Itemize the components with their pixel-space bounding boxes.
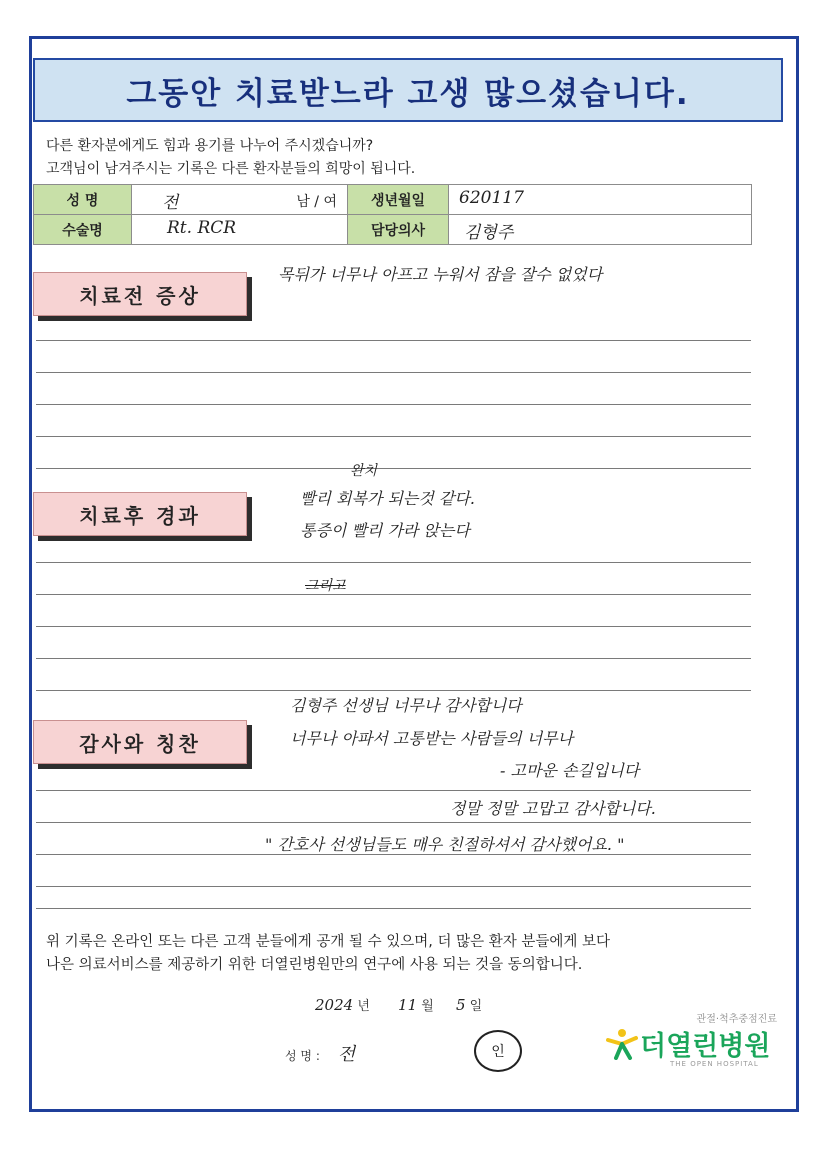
- thanks-text-4: 정말 정말 고맙고 감사합니다.: [450, 799, 656, 818]
- consent-line-2: 나은 의료서비스를 제공하기 위한 더열린병원만의 연구에 사용 되는 것을 동의합니다.: [46, 957, 583, 973]
- logo-name: 더열린병원: [640, 1031, 771, 1062]
- name-field[interactable]: [132, 185, 348, 215]
- date-year-unit: 년: [357, 999, 370, 1014]
- title-banner: [33, 58, 783, 122]
- rule: [36, 340, 751, 341]
- birth-label: 생년월일: [348, 185, 449, 215]
- thanks-text-1: 김형주 선생님 너무나 감사합니다: [290, 696, 522, 715]
- after-insertion: 완치: [350, 463, 378, 479]
- name-value: 전: [162, 193, 179, 213]
- after-text-crossed: 그리고: [305, 578, 346, 594]
- date-row: [315, 995, 482, 1014]
- rule: [36, 822, 751, 823]
- before-text-1: 목뒤가 너무나 아프고 누워서 잠을 잘수 없었다: [278, 265, 603, 284]
- doctor-label: 담당의사: [348, 215, 449, 245]
- birth-value: 620117: [459, 188, 524, 208]
- rule: [36, 372, 751, 373]
- name-label: 성 명: [34, 185, 132, 215]
- section-thanks-label: 감사와 칭찬: [33, 720, 247, 764]
- consent-line-1: 위 기록은 온라인 또는 다른 고객 분들에게 공개 될 수 있으며, 더 많은 환자 분들에게 보다: [46, 934, 610, 950]
- rule: [36, 594, 751, 595]
- thanks-text-5: " 간호사 선생님들도 매우 친절하셔서 감사했어요. ": [265, 835, 625, 854]
- doctor-field[interactable]: [449, 215, 752, 245]
- date-day-unit: 일: [469, 999, 483, 1014]
- rule: [36, 854, 751, 855]
- section-after-label: 치료후 경과: [33, 492, 247, 536]
- surgery-value: Rt. RCR: [167, 218, 237, 238]
- section-before-label: 치료전 증상: [33, 272, 247, 316]
- logo-tagline: 관절·척추중점진료: [696, 1014, 777, 1025]
- rule: [36, 886, 751, 887]
- rule: [36, 404, 751, 405]
- intro-line-2: 고객님이 남겨주시는 기록은 다른 환자분들의 희망이 됩니다.: [46, 161, 416, 177]
- surgery-label: 수술명: [34, 215, 132, 245]
- gender-option: 남 / 여: [296, 194, 337, 210]
- page-title: 그동안 치료받느라 고생 많으셨습니다.: [126, 75, 690, 112]
- signature-label: 성 명 :: [285, 1049, 320, 1063]
- rule: [36, 790, 751, 791]
- after-text-2: 통증이 빨리 가라 앉는다: [300, 521, 470, 540]
- patient-info-table: [33, 184, 752, 245]
- date-day[interactable]: 5: [455, 996, 466, 1014]
- thanks-text-2: 너무나 아파서 고통받는 사람들의 너무나: [290, 729, 574, 748]
- date-month[interactable]: 11: [398, 996, 418, 1014]
- hospital-logo: [600, 1010, 785, 1074]
- rule: [36, 908, 751, 909]
- doctor-value: 김형주: [464, 223, 514, 243]
- rule: [36, 436, 751, 437]
- date-month-unit: 월: [421, 999, 434, 1014]
- rule: [36, 626, 751, 627]
- thanks-text-3: - 고마운 손길입니다: [500, 761, 640, 780]
- signature-name[interactable]: 전: [337, 1044, 356, 1065]
- after-text-1: 빨리 회복가 되는것 같다.: [300, 489, 475, 508]
- surgery-field[interactable]: [132, 215, 348, 245]
- rule: [36, 658, 751, 659]
- logo-english: THE OPEN HOSPITAL: [670, 1060, 759, 1068]
- intro-line-1: 다른 환자분에게도 힘과 용기를 나누어 주시겠습니까?: [46, 138, 374, 154]
- rule: [36, 690, 751, 691]
- signature-row: [285, 1040, 355, 1066]
- birth-field[interactable]: [449, 185, 752, 215]
- logo-mark-icon: [606, 1028, 638, 1060]
- stamp-text: 인: [491, 1044, 505, 1060]
- signature-stamp: [474, 1030, 522, 1072]
- rule: [36, 562, 751, 563]
- date-year[interactable]: 2024: [315, 996, 354, 1014]
- rule: [36, 468, 751, 469]
